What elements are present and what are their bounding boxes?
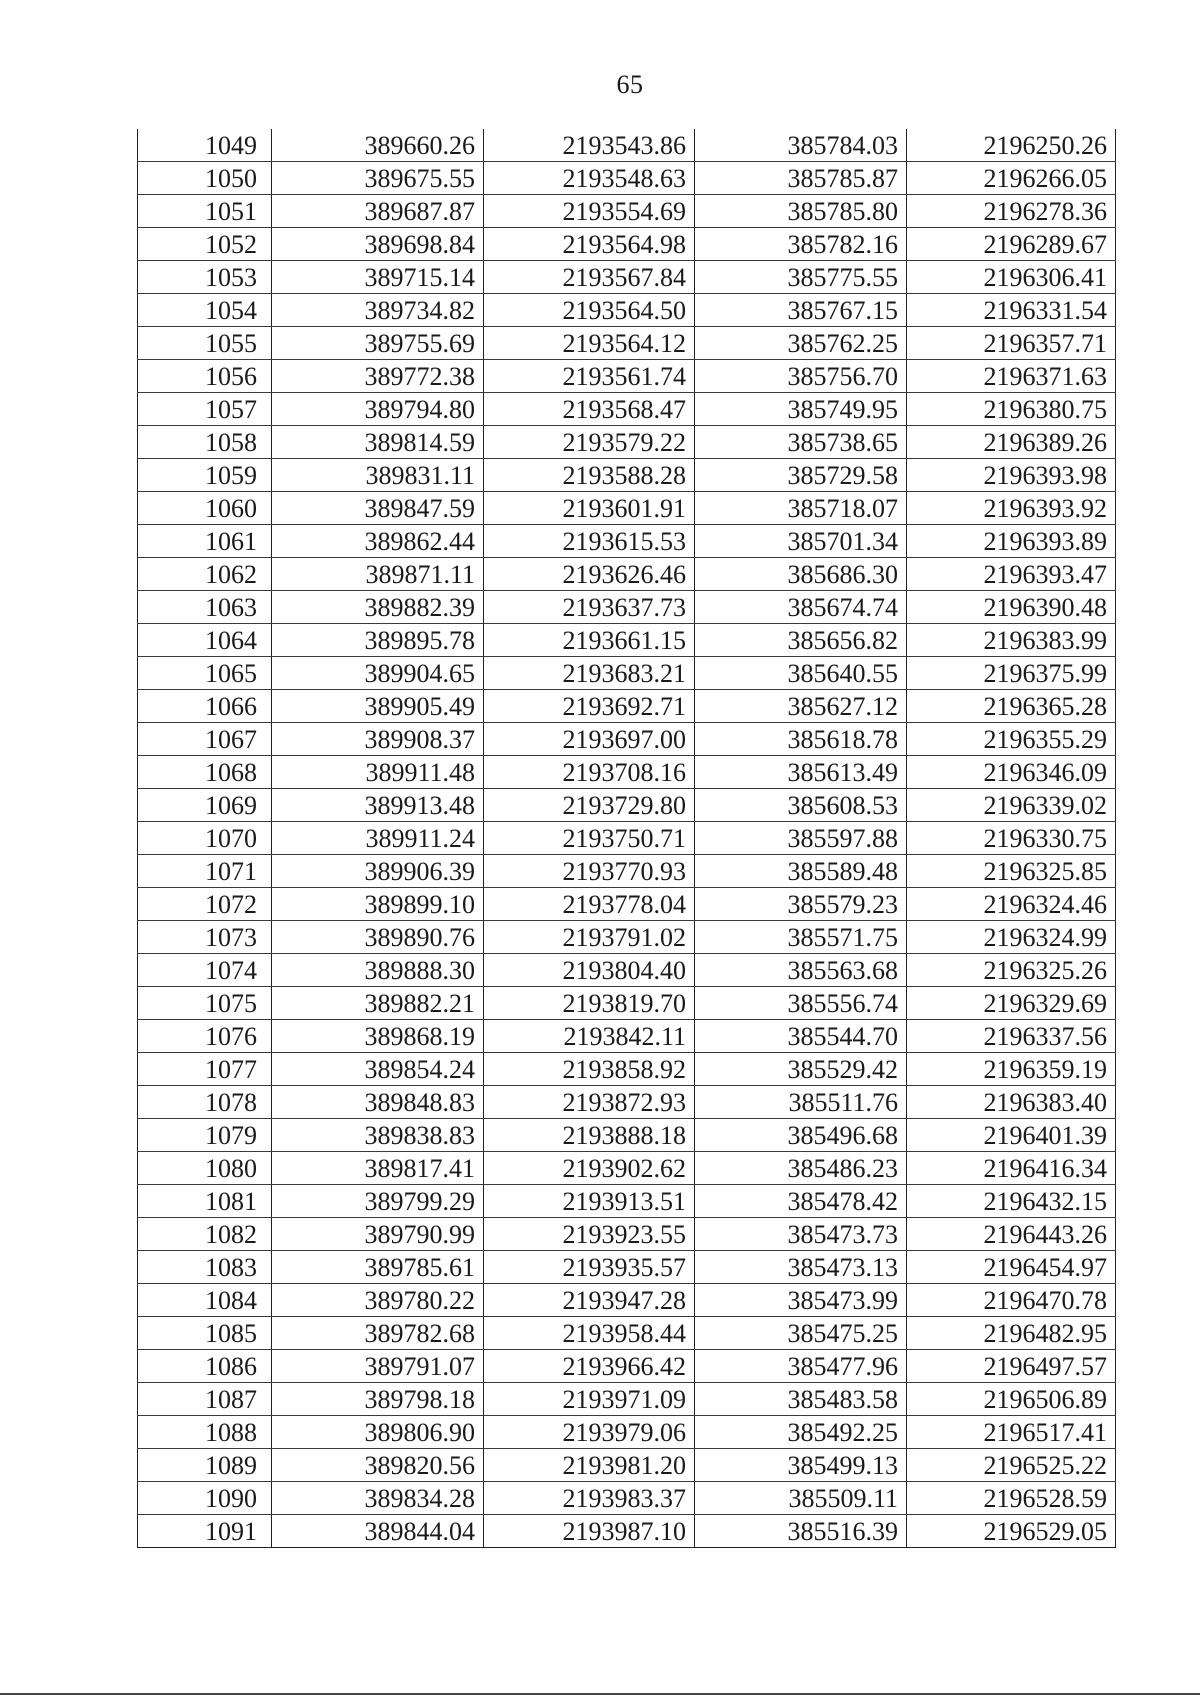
table-row xyxy=(138,822,1116,855)
y2-cell: 2196371.63 xyxy=(907,360,1116,393)
point-number-cell: 1050 xyxy=(138,162,272,195)
x2-cell: 385473.73 xyxy=(695,1218,907,1251)
x2-cell: 385674.74 xyxy=(695,591,907,624)
x2-cell: 385785.80 xyxy=(695,195,907,228)
x2-cell: 385738.65 xyxy=(695,426,907,459)
x1-cell: 389834.28 xyxy=(272,1482,484,1515)
point-number-cell: 1071 xyxy=(138,855,272,888)
y1-cell: 2193981.20 xyxy=(484,1449,695,1482)
y1-cell: 2193692.71 xyxy=(484,690,695,723)
x1-cell: 389844.04 xyxy=(272,1515,484,1548)
x2-cell: 385729.58 xyxy=(695,459,907,492)
x1-cell: 389675.55 xyxy=(272,162,484,195)
x1-cell: 389890.76 xyxy=(272,921,484,954)
point-number-cell: 1073 xyxy=(138,921,272,954)
y1-cell: 2193770.93 xyxy=(484,855,695,888)
point-number-cell: 1055 xyxy=(138,327,272,360)
x2-cell: 385597.88 xyxy=(695,822,907,855)
point-number-cell: 1076 xyxy=(138,1020,272,1053)
x1-cell: 389913.48 xyxy=(272,789,484,822)
x2-cell: 385499.13 xyxy=(695,1449,907,1482)
x1-cell: 389908.37 xyxy=(272,723,484,756)
point-number-cell: 1065 xyxy=(138,657,272,690)
x1-cell: 389755.69 xyxy=(272,327,484,360)
table-row xyxy=(138,624,1116,657)
point-number-cell: 1049 xyxy=(138,129,272,162)
x1-cell: 389862.44 xyxy=(272,525,484,558)
table-row xyxy=(138,1053,1116,1086)
y1-cell: 2193637.73 xyxy=(484,591,695,624)
y1-cell: 2193561.74 xyxy=(484,360,695,393)
x1-cell: 389798.18 xyxy=(272,1383,484,1416)
y1-cell: 2193872.93 xyxy=(484,1086,695,1119)
x2-cell: 385509.11 xyxy=(695,1482,907,1515)
page-number: 65 xyxy=(616,70,644,99)
x1-cell: 389882.21 xyxy=(272,987,484,1020)
y1-cell: 2193947.28 xyxy=(484,1284,695,1317)
point-number-cell: 1067 xyxy=(138,723,272,756)
x2-cell: 385571.75 xyxy=(695,921,907,954)
table-row xyxy=(138,525,1116,558)
table-row xyxy=(138,1449,1116,1482)
y1-cell: 2193979.06 xyxy=(484,1416,695,1449)
x1-cell: 389806.90 xyxy=(272,1416,484,1449)
y2-cell: 2196266.05 xyxy=(907,162,1116,195)
x1-cell: 389772.38 xyxy=(272,360,484,393)
x1-cell: 389848.83 xyxy=(272,1086,484,1119)
table-row xyxy=(138,591,1116,624)
y2-cell: 2196355.29 xyxy=(907,723,1116,756)
y1-cell: 2193564.98 xyxy=(484,228,695,261)
x2-cell: 385613.49 xyxy=(695,756,907,789)
x1-cell: 389871.11 xyxy=(272,558,484,591)
x1-cell: 389785.61 xyxy=(272,1251,484,1284)
y1-cell: 2193564.12 xyxy=(484,327,695,360)
table-row xyxy=(138,1020,1116,1053)
x2-cell: 385762.25 xyxy=(695,327,907,360)
y1-cell: 2193983.37 xyxy=(484,1482,695,1515)
y1-cell: 2193804.40 xyxy=(484,954,695,987)
table-row xyxy=(138,1086,1116,1119)
point-number-cell: 1054 xyxy=(138,294,272,327)
point-number-cell: 1080 xyxy=(138,1152,272,1185)
point-number-cell: 1052 xyxy=(138,228,272,261)
x2-cell: 385782.16 xyxy=(695,228,907,261)
y1-cell: 2193683.21 xyxy=(484,657,695,690)
y2-cell: 2196497.57 xyxy=(907,1350,1116,1383)
x2-cell: 385477.96 xyxy=(695,1350,907,1383)
y2-cell: 2196380.75 xyxy=(907,393,1116,426)
table-row xyxy=(138,1416,1116,1449)
x1-cell: 389838.83 xyxy=(272,1119,484,1152)
x2-cell: 385556.74 xyxy=(695,987,907,1020)
x1-cell: 389895.78 xyxy=(272,624,484,657)
table-row xyxy=(138,492,1116,525)
point-number-cell: 1072 xyxy=(138,888,272,921)
x2-cell: 385784.03 xyxy=(695,129,907,162)
y2-cell: 2196528.59 xyxy=(907,1482,1116,1515)
table-row xyxy=(138,1119,1116,1152)
x1-cell: 389905.49 xyxy=(272,690,484,723)
y2-cell: 2196432.15 xyxy=(907,1185,1116,1218)
x1-cell: 389820.56 xyxy=(272,1449,484,1482)
y1-cell: 2193661.15 xyxy=(484,624,695,657)
y1-cell: 2193729.80 xyxy=(484,789,695,822)
point-number-cell: 1057 xyxy=(138,393,272,426)
x1-cell: 389687.87 xyxy=(272,195,484,228)
table-row xyxy=(138,657,1116,690)
point-number-cell: 1087 xyxy=(138,1383,272,1416)
y2-cell: 2196454.97 xyxy=(907,1251,1116,1284)
table-row xyxy=(138,1482,1116,1515)
table-row xyxy=(138,162,1116,195)
table-row xyxy=(138,1317,1116,1350)
point-number-cell: 1077 xyxy=(138,1053,272,1086)
x1-cell: 389660.26 xyxy=(272,129,484,162)
y1-cell: 2193842.11 xyxy=(484,1020,695,1053)
y1-cell: 2193935.57 xyxy=(484,1251,695,1284)
table-row xyxy=(138,1515,1116,1548)
y2-cell: 2196517.41 xyxy=(907,1416,1116,1449)
x1-cell: 389911.24 xyxy=(272,822,484,855)
table-row xyxy=(138,129,1116,162)
point-number-cell: 1085 xyxy=(138,1317,272,1350)
table-row xyxy=(138,558,1116,591)
y2-cell: 2196357.71 xyxy=(907,327,1116,360)
y1-cell: 2193554.69 xyxy=(484,195,695,228)
x2-cell: 385473.99 xyxy=(695,1284,907,1317)
point-number-cell: 1090 xyxy=(138,1482,272,1515)
y2-cell: 2196416.34 xyxy=(907,1152,1116,1185)
table-row xyxy=(138,228,1116,261)
y2-cell: 2196289.67 xyxy=(907,228,1116,261)
x2-cell: 385511.76 xyxy=(695,1086,907,1119)
table-row xyxy=(138,855,1116,888)
x1-cell: 389698.84 xyxy=(272,228,484,261)
x1-cell: 389904.65 xyxy=(272,657,484,690)
table-row xyxy=(138,1383,1116,1416)
x1-cell: 389868.19 xyxy=(272,1020,484,1053)
y2-cell: 2196383.40 xyxy=(907,1086,1116,1119)
y2-cell: 2196325.26 xyxy=(907,954,1116,987)
point-number-cell: 1081 xyxy=(138,1185,272,1218)
x2-cell: 385544.70 xyxy=(695,1020,907,1053)
y2-cell: 2196470.78 xyxy=(907,1284,1116,1317)
y1-cell: 2193971.09 xyxy=(484,1383,695,1416)
x1-cell: 389831.11 xyxy=(272,459,484,492)
point-number-cell: 1068 xyxy=(138,756,272,789)
x2-cell: 385475.25 xyxy=(695,1317,907,1350)
x2-cell: 385608.53 xyxy=(695,789,907,822)
table-row xyxy=(138,1152,1116,1185)
y2-cell: 2196389.26 xyxy=(907,426,1116,459)
x2-cell: 385656.82 xyxy=(695,624,907,657)
table-row xyxy=(138,888,1116,921)
point-number-cell: 1083 xyxy=(138,1251,272,1284)
y1-cell: 2193568.47 xyxy=(484,393,695,426)
coordinates-table xyxy=(137,129,1116,1548)
y1-cell: 2193791.02 xyxy=(484,921,695,954)
y2-cell: 2196393.89 xyxy=(907,525,1116,558)
x2-cell: 385627.12 xyxy=(695,690,907,723)
point-number-cell: 1058 xyxy=(138,426,272,459)
x2-cell: 385749.95 xyxy=(695,393,907,426)
point-number-cell: 1066 xyxy=(138,690,272,723)
y2-cell: 2196482.95 xyxy=(907,1317,1116,1350)
y1-cell: 2193958.44 xyxy=(484,1317,695,1350)
point-number-cell: 1086 xyxy=(138,1350,272,1383)
y2-cell: 2196383.99 xyxy=(907,624,1116,657)
table-row xyxy=(138,327,1116,360)
x2-cell: 385492.25 xyxy=(695,1416,907,1449)
point-number-cell: 1079 xyxy=(138,1119,272,1152)
y1-cell: 2193567.84 xyxy=(484,261,695,294)
x2-cell: 385473.13 xyxy=(695,1251,907,1284)
y1-cell: 2193888.18 xyxy=(484,1119,695,1152)
y1-cell: 2193626.46 xyxy=(484,558,695,591)
point-number-cell: 1056 xyxy=(138,360,272,393)
table-row xyxy=(138,756,1116,789)
x2-cell: 385718.07 xyxy=(695,492,907,525)
y2-cell: 2196306.41 xyxy=(907,261,1116,294)
y1-cell: 2193966.42 xyxy=(484,1350,695,1383)
x2-cell: 385563.68 xyxy=(695,954,907,987)
y1-cell: 2193697.00 xyxy=(484,723,695,756)
point-number-cell: 1074 xyxy=(138,954,272,987)
y1-cell: 2193750.71 xyxy=(484,822,695,855)
point-number-cell: 1059 xyxy=(138,459,272,492)
y1-cell: 2193564.50 xyxy=(484,294,695,327)
x1-cell: 389791.07 xyxy=(272,1350,484,1383)
y2-cell: 2196324.99 xyxy=(907,921,1116,954)
x1-cell: 389734.82 xyxy=(272,294,484,327)
x1-cell: 389911.48 xyxy=(272,756,484,789)
x2-cell: 385640.55 xyxy=(695,657,907,690)
y2-cell: 2196390.48 xyxy=(907,591,1116,624)
table-row xyxy=(138,723,1116,756)
y1-cell: 2193923.55 xyxy=(484,1218,695,1251)
x1-cell: 389847.59 xyxy=(272,492,484,525)
x2-cell: 385618.78 xyxy=(695,723,907,756)
point-number-cell: 1053 xyxy=(138,261,272,294)
point-number-cell: 1060 xyxy=(138,492,272,525)
x1-cell: 389782.68 xyxy=(272,1317,484,1350)
table-row xyxy=(138,987,1116,1020)
point-number-cell: 1091 xyxy=(138,1515,272,1548)
y1-cell: 2193778.04 xyxy=(484,888,695,921)
point-number-cell: 1062 xyxy=(138,558,272,591)
point-number-cell: 1088 xyxy=(138,1416,272,1449)
x2-cell: 385483.58 xyxy=(695,1383,907,1416)
table-row xyxy=(138,1350,1116,1383)
x1-cell: 389814.59 xyxy=(272,426,484,459)
x1-cell: 389780.22 xyxy=(272,1284,484,1317)
y2-cell: 2196325.85 xyxy=(907,855,1116,888)
point-number-cell: 1063 xyxy=(138,591,272,624)
point-number-cell: 1082 xyxy=(138,1218,272,1251)
x2-cell: 385775.55 xyxy=(695,261,907,294)
y1-cell: 2193588.28 xyxy=(484,459,695,492)
point-number-cell: 1070 xyxy=(138,822,272,855)
table-row xyxy=(138,1218,1116,1251)
y1-cell: 2193987.10 xyxy=(484,1515,695,1548)
point-number-cell: 1075 xyxy=(138,987,272,1020)
y2-cell: 2196278.36 xyxy=(907,195,1116,228)
x2-cell: 385701.34 xyxy=(695,525,907,558)
y2-cell: 2196250.26 xyxy=(907,129,1116,162)
y1-cell: 2193548.63 xyxy=(484,162,695,195)
y2-cell: 2196393.98 xyxy=(907,459,1116,492)
y2-cell: 2196365.28 xyxy=(907,690,1116,723)
y2-cell: 2196337.56 xyxy=(907,1020,1116,1053)
y2-cell: 2196346.09 xyxy=(907,756,1116,789)
x2-cell: 385496.68 xyxy=(695,1119,907,1152)
point-number-cell: 1089 xyxy=(138,1449,272,1482)
point-number-cell: 1069 xyxy=(138,789,272,822)
y2-cell: 2196331.54 xyxy=(907,294,1116,327)
x2-cell: 385478.42 xyxy=(695,1185,907,1218)
point-number-cell: 1084 xyxy=(138,1284,272,1317)
y2-cell: 2196506.89 xyxy=(907,1383,1116,1416)
x2-cell: 385589.48 xyxy=(695,855,907,888)
point-number-cell: 1061 xyxy=(138,525,272,558)
table-row xyxy=(138,294,1116,327)
x2-cell: 385767.15 xyxy=(695,294,907,327)
table-row xyxy=(138,459,1116,492)
y2-cell: 2196529.05 xyxy=(907,1515,1116,1548)
x2-cell: 385686.30 xyxy=(695,558,907,591)
y2-cell: 2196443.26 xyxy=(907,1218,1116,1251)
y2-cell: 2196375.99 xyxy=(907,657,1116,690)
y2-cell: 2196359.19 xyxy=(907,1053,1116,1086)
table-row xyxy=(138,954,1116,987)
y1-cell: 2193913.51 xyxy=(484,1185,695,1218)
x1-cell: 389906.39 xyxy=(272,855,484,888)
y1-cell: 2193543.86 xyxy=(484,129,695,162)
table-row xyxy=(138,1284,1116,1317)
y1-cell: 2193819.70 xyxy=(484,987,695,1020)
x1-cell: 389888.30 xyxy=(272,954,484,987)
y1-cell: 2193902.62 xyxy=(484,1152,695,1185)
point-number-cell: 1051 xyxy=(138,195,272,228)
y2-cell: 2196525.22 xyxy=(907,1449,1116,1482)
coordinates-table-body xyxy=(138,129,1116,1548)
y1-cell: 2193615.53 xyxy=(484,525,695,558)
x1-cell: 389882.39 xyxy=(272,591,484,624)
x1-cell: 389794.80 xyxy=(272,393,484,426)
x1-cell: 389799.29 xyxy=(272,1185,484,1218)
y1-cell: 2193601.91 xyxy=(484,492,695,525)
x1-cell: 389899.10 xyxy=(272,888,484,921)
x1-cell: 389790.99 xyxy=(272,1218,484,1251)
y2-cell: 2196339.02 xyxy=(907,789,1116,822)
x2-cell: 385579.23 xyxy=(695,888,907,921)
table-row xyxy=(138,921,1116,954)
x2-cell: 385516.39 xyxy=(695,1515,907,1548)
x2-cell: 385529.42 xyxy=(695,1053,907,1086)
y2-cell: 2196330.75 xyxy=(907,822,1116,855)
x1-cell: 389854.24 xyxy=(272,1053,484,1086)
table-row xyxy=(138,360,1116,393)
x1-cell: 389715.14 xyxy=(272,261,484,294)
y2-cell: 2196393.47 xyxy=(907,558,1116,591)
x2-cell: 385486.23 xyxy=(695,1152,907,1185)
y1-cell: 2193708.16 xyxy=(484,756,695,789)
table-row xyxy=(138,1185,1116,1218)
table-row xyxy=(138,261,1116,294)
table-row xyxy=(138,195,1116,228)
table-row xyxy=(138,393,1116,426)
x2-cell: 385756.70 xyxy=(695,360,907,393)
table-row xyxy=(138,426,1116,459)
y2-cell: 2196401.39 xyxy=(907,1119,1116,1152)
point-number-cell: 1078 xyxy=(138,1086,272,1119)
y1-cell: 2193858.92 xyxy=(484,1053,695,1086)
table-row xyxy=(138,789,1116,822)
table-row xyxy=(138,690,1116,723)
x1-cell: 389817.41 xyxy=(272,1152,484,1185)
point-number-cell: 1064 xyxy=(138,624,272,657)
y1-cell: 2193579.22 xyxy=(484,426,695,459)
y2-cell: 2196324.46 xyxy=(907,888,1116,921)
table-row xyxy=(138,1251,1116,1284)
y2-cell: 2196393.92 xyxy=(907,492,1116,525)
y2-cell: 2196329.69 xyxy=(907,987,1116,1020)
x2-cell: 385785.87 xyxy=(695,162,907,195)
